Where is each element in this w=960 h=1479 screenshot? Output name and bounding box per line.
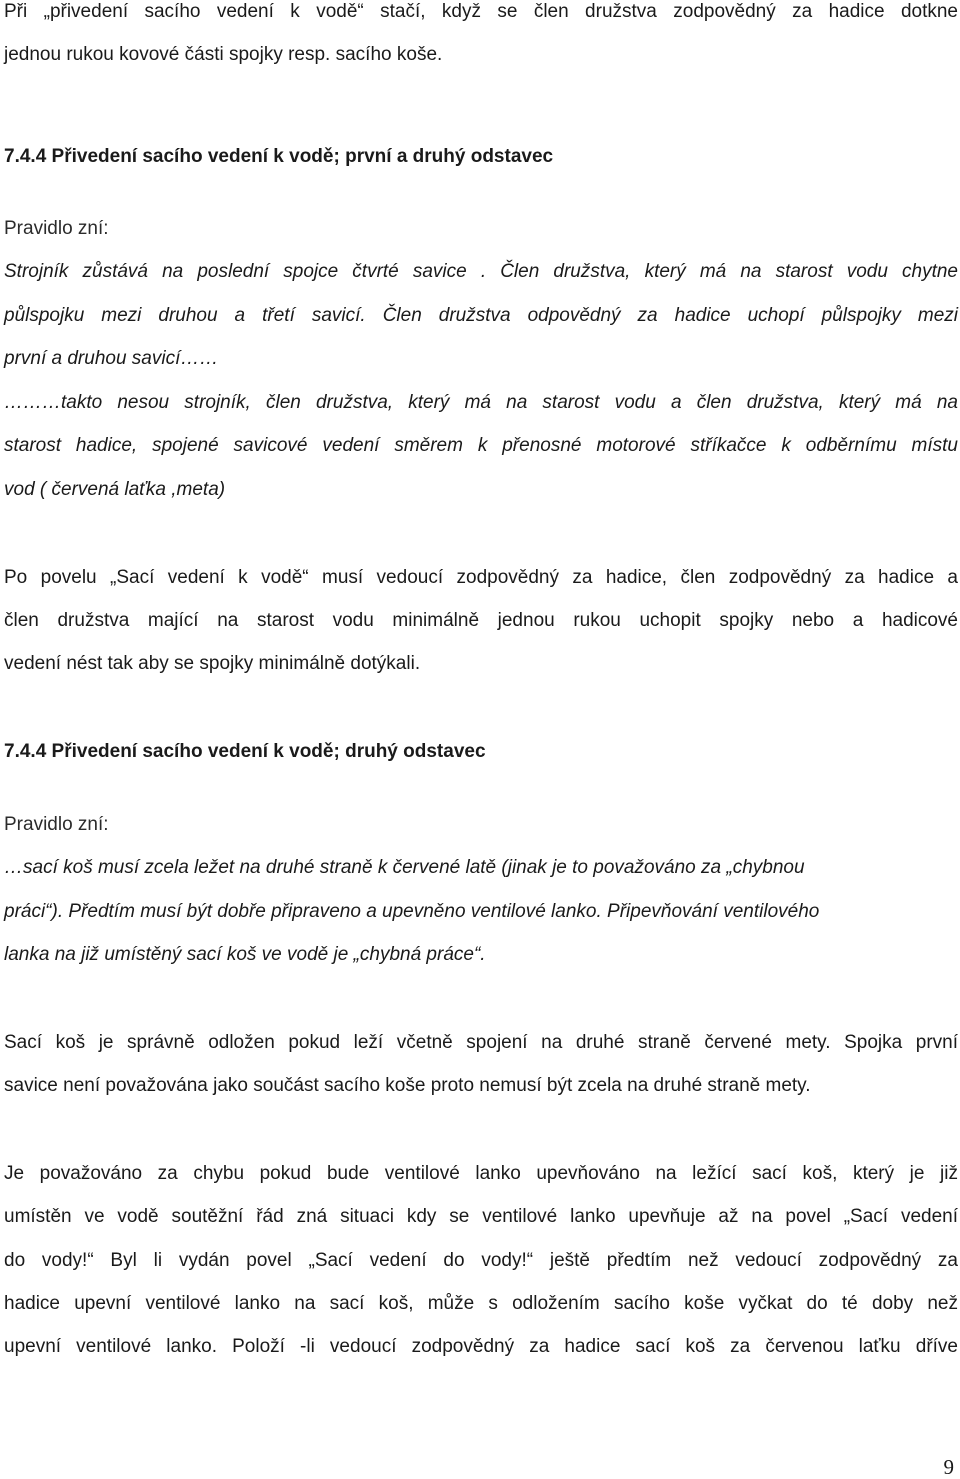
section-2-line-3: lanka na již umístěný sací koš ve vodě je „chybná práce“.	[4, 944, 486, 965]
section-2-heading: 7.4.4 Přivedení sacího vedení k vodě; druhý odstavec	[4, 741, 486, 762]
section-1-line-5: starost hadice, spojené savicové vedení směrem k přenosné motorové stříkačce k odběrnímu místu	[4, 435, 958, 456]
section-1-line-2: půlspojku mezi druhou a třetí savicí. Člen družstva odpovědný za hadice uchopí půlspojky mezi	[4, 305, 958, 326]
section-1-line-6: vod ( červená laťka ,meta)	[4, 479, 226, 500]
section-2-line-2: práci“). Předtím musí být dobře připraveno a upevněno ventilové lanko. Připevňování ventilového	[4, 901, 820, 922]
paragraph-4-line-5: upevní ventilové lanko. Položí -li vedoucí zodpovědný za hadice sací koš za červenou laťku dříve	[4, 1336, 958, 1357]
paragraph-2-line-2: člen družstva mající na starost vodu minimálně jednou rukou uchopit spojky nebo a hadicové	[4, 610, 958, 631]
paragraph-1-line-2: jednou rukou kovové části spojky resp. sacího koše.	[4, 44, 443, 65]
section-1-line-3: první a druhou savicí……	[4, 348, 219, 369]
section-2-line-1: …sací koš musí zcela ležet na druhé straně k červené latě (jinak je to považováno za „chybnou	[4, 857, 805, 878]
paragraph-2-line-3: vedení nést tak aby se spojky minimálně dotýkali.	[4, 653, 421, 674]
paragraph-4-line-2: umístěn ve vodě soutěžní řád zná situaci kdy se ventilové lanko upevňuje až na povel „Sací vedení	[4, 1206, 958, 1227]
section-1-line-1: Strojník zůstává na poslední spojce čtvrté savice . Člen družstva, který má na starost vodu chytne	[4, 261, 958, 282]
paragraph-4-line-3: do vody!“ Byl li vydán povel „Sací vedení do vody!“ ještě předtím než vedoucí zodpovědný za	[4, 1250, 958, 1271]
paragraph-1-line-1: Při „přivedení sacího vedení k vodě“ stačí, když se člen družstva zodpovědný za hadice dotkne	[4, 1, 958, 22]
section-2-rule-label: Pravidlo zní:	[4, 814, 109, 835]
section-1-heading: 7.4.4 Přivedení sacího vedení k vodě; první a druhý odstavec	[4, 146, 554, 167]
paragraph-4-line-1: Je považováno za chybu pokud bude ventilové lanko upevňováno na ležící sací koš, který je již	[4, 1163, 958, 1184]
paragraph-3-line-1: Sací koš je správně odložen pokud leží včetně spojení na druhé straně červené mety. Spojka první	[4, 1032, 958, 1053]
paragraph-2-line-1: Po povelu „Sací vedení k vodě“ musí vedoucí zodpovědný za hadice, člen zodpovědný za hadice a	[4, 567, 958, 588]
section-1-line-4: ………takto nesou strojník, člen družstva, který má na starost vodu a člen družstva, který má na	[4, 392, 958, 413]
paragraph-3-line-2: savice není považována jako součást sacího koše proto nemusí být zcela na druhé straně mety.	[4, 1075, 811, 1096]
page-number: 9	[943, 1455, 954, 1479]
section-1-rule-label: Pravidlo zní:	[4, 218, 109, 239]
paragraph-4-line-4: hadice upevní ventilové lanko na sací koš, může s odložením sacího koše vyčkat do té doby než	[4, 1293, 958, 1314]
